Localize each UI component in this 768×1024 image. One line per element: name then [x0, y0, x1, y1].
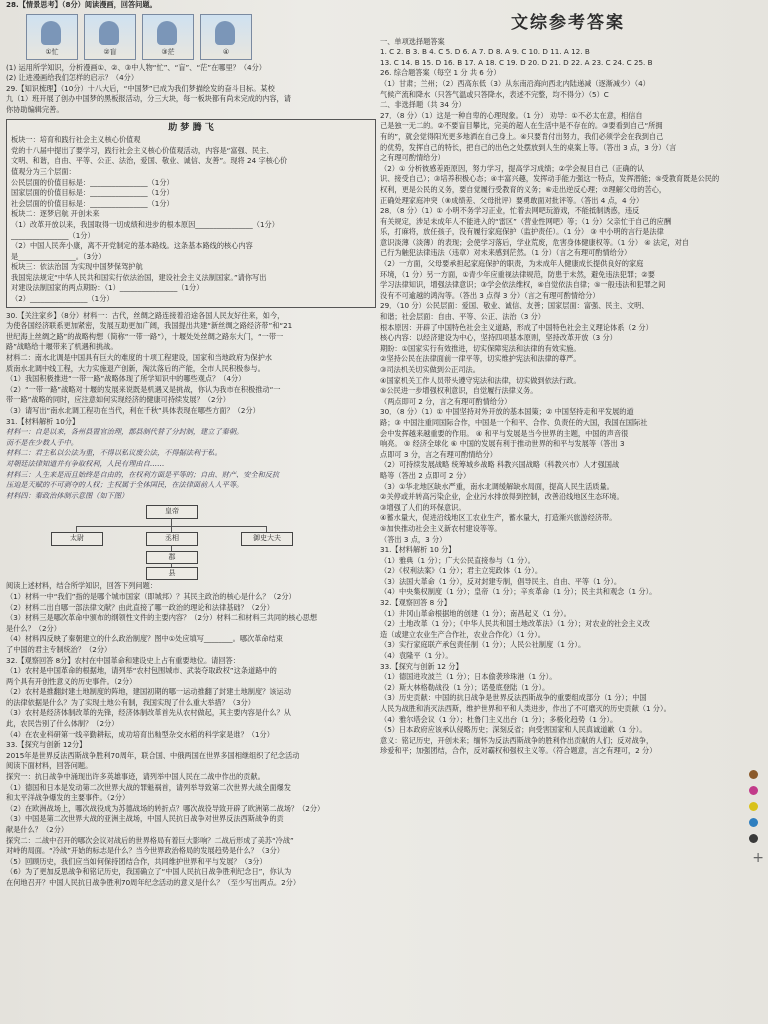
lines-c — [6, 581, 376, 888]
answer-line: 29．（10 分）公民层面：爱国、敬业、诚信、友善；国家层面：富强、民主、文明、 — [380, 301, 649, 311]
answer-line: 己是独一无二的。②不要盲目攀比，完美的超人在生活中是不存在的。③要看到自己“所拥 — [380, 121, 663, 131]
answer-line: （3）实行家庭联产承包责任制（1 分）；人民公社制度（1 分）。 — [380, 640, 586, 650]
answer-line: （4）雅尔塔会议（1 分）；杜鲁门主义出台（1 分）；多极化趋势（1 分）。 — [380, 714, 618, 724]
answer-line: 路；③ 中国注重同国际合作，中国是一个和平、合作、负责任的大国，我国在国际社 — [380, 417, 648, 427]
answer-line: 有关规定，涉足未成年人不能进入的“雷区”（营业性网吧）等；（1 分）父亲忙于自己的应酬 — [380, 216, 672, 226]
answer-line: 己行为触犯法律违法（违章）对未来感到茫然。（1 分）（言之有理可酌情给分） — [380, 248, 632, 258]
answer-line: ②坚持公民在法律面前一律平等，切实维护宪法和法律的尊严。 — [380, 354, 581, 364]
lines-a — [6, 63, 376, 116]
answer-line: 正确处理家庭冲突（⑧成绩差、父母批评）要勇敢面对批评等。（答出 4 点，4 分） — [380, 195, 644, 205]
question-line: 材料三：人生来是而且始终是自由的，在权利方面是平等的；自由、财产、安全和反抗 — [6, 469, 280, 479]
answer-line: （1）井冈山革命根据地的创建（1 分）；南昌起义（1 分）。 — [380, 608, 571, 618]
answer-line: 31.【材料解析 10 分】 — [380, 545, 456, 555]
question-line: 29.【知识梳理】（10分）十八大后，“中国梦”已成为我们梦描绘发的奋斗目标。某校 — [6, 83, 275, 93]
answer-line: 会中发挥越来越重要的作用。 ④ 和平与发展是当今世界的主题，中国的声音很 — [380, 428, 629, 438]
answer-line: 28．（8 分）（1）① 小明不务学习正业，忙着去网吧玩游戏，不能抵制诱惑，违反 — [380, 206, 640, 216]
question-line: （1）农村是中国革命的根据地，请列举“农村包围城市、武装夺取政权”这条道路中的 — [6, 666, 277, 676]
question-line: （6）为了更加反思战争和铭记历史，我国确立了“中国人民抗日战争胜利纪念日”，你认为 — [6, 867, 292, 877]
box-line: 国家层面的价值目标是：________________（1分） — [11, 188, 174, 198]
box-line: 公民层面的价值目标是：________________（1分） — [11, 177, 174, 187]
question-line: 此，农民告别了什么体制？（2分） — [6, 719, 119, 729]
cartoon-strip — [26, 14, 376, 60]
answer-line: 意义：铭记历史，开创未来；缅怀为反法西斯战争的胜利作出贡献的人们；反对战争， — [380, 735, 654, 745]
color-swatches — [749, 770, 758, 843]
answer-line: 环境，（1 分）另一方面，①青少年应重视法律规范，防患于未然，避免违法犯罪；②要 — [380, 269, 655, 279]
question-line: 是什么？（2分） — [6, 623, 61, 633]
question-line: 28.【情景思考】（8分）阅读漫画，回答问题。 — [6, 0, 157, 9]
question-line: （2）材料二出自哪一部法律文献？由此直接了哪一政治的理论和法律基础？（2分） — [6, 602, 274, 612]
answer-line: 气候产流和降水（只答气温或只答降水，表述不完整，均不得分）（5）C — [380, 89, 609, 99]
answer-line: 根本原因：开辟了中国特色社会主义道路，形成了中国特色社会主义理论体系（2 分） — [380, 322, 653, 332]
question-line: 九（1）班开展了创办中国梦的黑板报活动，分三大块，每一板块都有尚未完成的内容，请 — [6, 94, 291, 104]
question-line: 33.【探究与创新 12分】 — [6, 740, 87, 750]
question-line: （2）“一带一路”战略对十堰的发展来说既是机遇又是挑战，你认为我市在积极推动“一 — [6, 384, 281, 394]
question-line: 阅读上述材料，结合所学知识，回答下列问题： — [6, 581, 157, 591]
question-line: （3）农村是经济体制改革的先锋，经济体制改革首先从农村做起，其主要内容是什么？从 — [6, 708, 291, 718]
answer-line: 1. C 2. B 3. B 4. C 5. D 6. A 7. D 8. A 9. C 10. D 11. A 12. B — [380, 47, 590, 57]
answer-line: 26. 综合题答案（每空 1 分 共 6 分） — [380, 68, 501, 78]
question-line: （4）在农业科研第一线辛勤耕耘，成功培育出籼型杂交水稻的科学家是谁？（1分） — [6, 729, 274, 739]
box-line: 我国宪法规定“中华人民共和国实行依法治国，建设社会主义法制国家。”请你写出 — [11, 272, 267, 282]
question-line: 两个具有开创性意义的历史事件。（2分） — [6, 676, 137, 686]
answer-line: （答出 3 点，3 分） — [380, 534, 447, 544]
question-line: 为使各国经济联系更加紧密，发展互助更加广阔，我国提出共建“新丝绸之路经济带”和“21 — [6, 321, 293, 331]
blackboard-box — [6, 119, 376, 308]
question-line: 了中国的君主专制统治？（2分） — [6, 644, 112, 654]
answer-line: 30．（8 分）（1）① 中国坚持对外开放的基本国策；② 中国坚持走和平发展的道 — [380, 407, 634, 417]
answer-line: 识、接受自己）；③培养积极心态；④丰富兴趣，发挥动手能力强这一特点，发挥潜能；⑤受教育既是公民的 — [380, 174, 720, 184]
answer-line: 意识淡薄（淡薄）的表现；会使学习落后，学业荒废，危害身体健康权等。（1 分） ④ 法定，对自 — [380, 237, 689, 247]
question-line: （3）材料三是哪次革命中颁布的纲领性文件的主要内容？（2分）材料二和材料三共同的核心思想 — [6, 613, 318, 623]
box-line: 对建设法制国家的两点期盼：（1）________________（1分） — [11, 283, 204, 293]
color-swatch — [749, 834, 758, 843]
answer-line: ⑤加快推动社会主义新农村建设等等。 — [380, 523, 502, 533]
lines-b — [6, 311, 376, 502]
answer-line: （3）法国大革命（1 分），反对封建专制，倡导民主、自由、平等（1 分）。 — [380, 576, 622, 586]
diagram-node: 丞相 — [146, 532, 198, 546]
answer-line: 人民为战胜和消灭法西斯，维护世界和平和人类进步，作出了不可磨灭的历史贡献（1 分）。 — [380, 704, 671, 713]
question-line: （2）农村是推翻封建土地制度的阵地，建国初期的哪一运动推翻了封建土地制度？该运动 — [6, 687, 291, 697]
diagram-node: 郡 — [146, 551, 198, 564]
diagram-node: 太尉 — [51, 532, 103, 546]
answer-line: （2）土地改革（1 分）；《中华人民共和国土地改革法》（1 分）；对农业的社会主义改 — [380, 619, 650, 629]
answer-line: ④蓄水量大，促进沿线地区工农业生产，蓄水量大，打造渐兴旅游经济带。 — [380, 513, 617, 523]
answer-line: （两点即可 2 分，言之有理可酌情给分） — [380, 396, 512, 406]
question-line: 压迫是天赋的不可剥夺的人权；主权属于全体国民，在法律面前人人平等。 — [6, 480, 244, 490]
answer-line: 学习法律知识，增强法律意识；③学会依法维权，④自觉依法自律；⑤一般违法和犯罪之间 — [380, 280, 666, 290]
answer-line: （1）雅典（1 分）；广大公民直接参与（1 分）。 — [380, 555, 535, 565]
answer-line: 期盼：①国家实行有效推进，切实保障宪法和法律的有效实施。 — [380, 343, 581, 353]
question-line: 材料一：自是以来，各州县置官治理，郡县制代替了分封制，建立了秦朝。 — [6, 427, 244, 437]
question-line: (1) 运用所学知识，分析漫画①、②、③中人物“忙”、“盲”、“茫”在哪里？（4分） — [6, 62, 266, 72]
question-line: 和太平洋战争爆发的主要事件。（2分） — [6, 793, 130, 803]
question-line: 阅读下面材料，回答问题。 — [6, 761, 93, 771]
question-line: 世纪海上丝绸之路”的战略构想（简称“一带一路”），十堰处处丝绸之路东大门，“一带一 — [6, 331, 284, 341]
question-line: 对峙的局面。“冷战”开始的标志是什么？当今世界政治格局的发展趋势是什么？（3分） — [6, 846, 284, 856]
cartoon-label: ②盲 — [103, 48, 117, 56]
cartoon-label: ③茫 — [161, 48, 175, 56]
answer-line: （4）袁隆平（1 分）。 — [380, 651, 453, 661]
answer-line: （2）① 分析彼感差距原因，努力学习，提高学习成绩；②学会视目自己（正确的认 — [380, 163, 645, 173]
cartoon-panel — [142, 14, 194, 60]
answer-line: 乐，打麻将，放任孩子，没有履行家庭保护（监护责任）。（1 分） ③ 中小明的言行是法律 — [380, 227, 664, 237]
answer-line: （1）德国进攻波兰（1 分）；日本偷袭珍珠港（1 分）。 — [380, 672, 557, 682]
answer-line: （3）①华北地区缺水严重，南水北调缓解缺水局面，提高人民生活质量。 — [380, 481, 614, 491]
box-line: 党的十八届中提出了要学习，践行社会主义核心价值观活动，内容是“富强、民主、 — [11, 145, 274, 155]
cartoon-label: ④ — [222, 48, 230, 56]
cartoon-panel — [84, 14, 136, 60]
question-line: 带一路”战略的同时，应注意如何实现经济的健康可持续发展？（2分） — [6, 395, 230, 405]
box-line: 社会层面的价值目标是：________________（1分） — [11, 198, 174, 208]
answer-line: （4）中央集权制度（1 分）；皇帝（1 分）；辛亥革命（1 分）；民主共和观念（1 分）。 — [380, 587, 657, 597]
color-swatch — [749, 802, 758, 811]
answer-lines — [380, 37, 756, 757]
color-swatch — [749, 786, 758, 795]
question-line: 材料二：南水北调是中国具有巨大的难度的十项工程建设，国家和当地政府为保护水 — [6, 353, 272, 363]
question-line: (2) 让进漫画给我们怎样的启示？（4分） — [6, 73, 139, 83]
question-line: （1）材料一中“我们”指的是哪个城市国家（即城邦）？其民主政治的核心是什么？（2分） — [6, 591, 296, 601]
box-line: 是________________。（3分） — [11, 251, 106, 261]
color-swatch — [749, 818, 758, 827]
answer-line: 27．（8 分）（1）这是一种自卑的心理现象。（1 分） 劝导：①不必太在意，相信自 — [380, 110, 643, 120]
answer-line: 一、单项选择题答案 — [380, 36, 445, 46]
question-line: （4）材料四反映了秦朝建立的什么政治制度？图中①处应填写________。哪次革命结束 — [6, 634, 283, 644]
color-swatch — [749, 770, 758, 779]
cartoon-label: ①忙 — [45, 48, 59, 56]
question-line: （5）回顾历史，我们应当如何保持团结合作，共同维护世界和平与发展？（3分） — [6, 856, 267, 866]
qin-politics-diagram — [6, 503, 376, 579]
box-line: （2）________________（1分） — [11, 294, 114, 304]
question-line: 质南水北调中线工程，大力实施退产创新，淘汰落后的产能，全市人民积极参与。 — [6, 363, 265, 373]
answer-line: 权利，更是公民的义务，要自觉履行受教育的义务；⑥走出逆反心理；⑦理解父母的苦心， — [380, 184, 667, 194]
question-line: 你协助编辑完善。 — [6, 104, 64, 114]
answer-line: （2）《权利法案》（1 分）；君主立宪政体（1 分）。 — [380, 566, 543, 576]
question-line: 的法律依据是什么？为了实现土地公有制，我国实现了什么重大举措？（3分） — [6, 697, 255, 707]
box-line: 板块一：培育和践行社会主义核心价值观 — [11, 135, 141, 145]
answer-column — [380, 0, 756, 757]
answer-line: ③增强了人们的环保意识。 — [380, 502, 466, 512]
answer-line: （3）历史贡献：中国的抗日战争是世界反法西斯战争的重要组成部分（1 分）；中国 — [380, 693, 647, 703]
diagram-node: 御史大夫 — [241, 532, 293, 546]
question-line: （3）请写出“南水北调工程功在当代，利在千秋”具体表现在哪些方面？（2分） — [6, 406, 260, 415]
page-title: 文综参考答案 — [511, 13, 625, 33]
question-line: 而不是在少数人手中。 — [6, 437, 78, 447]
box-line: （1）改革开放以来，我国取得一切成绩和进步的根本原因________________（1分） — [11, 219, 279, 229]
answer-line: ②关停或并转高污染企业，企业污水排放得到控制，改善沿线地区生态环境。 — [380, 492, 624, 502]
question-line: 路”战略给十堰带来了机遇和挑战。 — [6, 342, 118, 352]
cartoon-panel — [200, 14, 252, 60]
question-line: 2015年是世界反法西斯战争胜利70周年，联合国、中俄两国在世界多国相继组织了纪念活动 — [6, 750, 300, 760]
answer-line: 32.【观察回答 8 分】 — [380, 598, 451, 608]
answer-line: 之有理可酌情给分） — [380, 153, 445, 163]
answer-line: 略等（答出 2 点即可 2 分） — [380, 470, 471, 480]
question-column — [6, 0, 376, 889]
answer-line: 珍爱和平；加强团结，合作，反对霸权和强权主义等。（符合题意，言之有理可，2 分） — [380, 746, 657, 756]
answer-line: 的优势，发挥自己的特长，把自己的出色之处摆放到人生的桌案上等。（答出 3 点，3 分）（言 — [380, 142, 677, 152]
question-line: （2）在欧洲战场上，哪次战役成为苏德战场的转折点？哪次战役导致开辟了欧洲第二战场？（2分） — [6, 803, 325, 813]
diagram-node: 县 — [146, 567, 198, 580]
answer-line: （5）日本政府应该承认侵略历史；深刻反省；向受害国家和人民真诚道歉（1 分）。 — [380, 725, 647, 735]
box-line: 板块三：依法治国 为实现中国梦保驾护航 — [11, 262, 143, 272]
answer-line: （2）斯大林格勒战役（1 分）；诺曼底登陆（1 分）。 — [380, 682, 550, 692]
question-line: 31.【材料解析 10分】 — [6, 416, 80, 426]
question-line: 材料二：君主私以公法为重，不得以私议废公法，不得据法利于私。 — [6, 448, 222, 458]
question-line: （1）我国积极推进“一带一路”战略体现了所学知识中的哪些观点？（4分） — [6, 374, 246, 384]
question-line: 32.【观察回答 8分】农村在中国革命和建设史上占有重要地位。请回答： — [6, 655, 240, 665]
diagram-node: 皇帝 — [146, 505, 198, 519]
answer-line: ⑤公民进一步增强权利意识，自觉履行法律义务。 — [380, 386, 538, 396]
question-line: 探究二：二战中召开的哪次会议对战后的世界格局有着巨大影响？二战后形成了美苏“冷战” — [6, 835, 294, 845]
question-line: 探究一：抗日战争中涌现出许多英雄事迹，请列举中国人民在二战中作出的贡献。 — [6, 772, 265, 782]
answer-line: 33.【探究与创新 12 分】 — [380, 661, 463, 671]
box-line: 文明、和谐，自由、平等、公正、法治，爱国、敬业、诚信、友善”。现将 24 字核心价 — [11, 156, 288, 166]
answer-line: 有的”，就会觉得阳光更多地洒在自己身上。④只要肯付出努力，我们必须学会在我到自己 — [380, 131, 664, 141]
box-line: （2）中国人民奔小康，离不开党制定的基本路线。这条基本路线的核心内容 — [11, 241, 253, 251]
question-line: （1）德国和日本是发动第二次世界大战的罪魁祸首，请列举导致第二次世界大战全面爆发 — [6, 782, 291, 792]
answer-line: （1）甘肃；兰州；（2）西高东低（3）从东南沿海向西北内陆递减（逐渐减少）（4） — [380, 78, 650, 88]
crosshair-mark: + — [752, 850, 764, 866]
box-line: 值观分为三个层面： — [11, 166, 76, 176]
answer-line: （2）一方面，父母要承担起家庭保护的职责，为未成年人健康成长提供良好的家庭 — [380, 259, 644, 269]
answer-line: 核心内容：以经济建设为中心，坚持四项基本原则，坚持改革开放（3 分） — [380, 333, 617, 343]
answer-line: 13. C 14. B 15. D 16. B 17. A 18. C 19. D 20. D 21. D 22. A 23. C 24. C 25. B — [380, 57, 653, 67]
cartoon-panel — [26, 14, 78, 60]
answer-line: ④国家机关工作人员带头遵守宪法和法律，切实做到依法行政。 — [380, 375, 581, 385]
answer-line: （2）可持续发展战略 统筹城乡战略 科教兴国战略（科教兴市）人才强国战 — [380, 460, 620, 470]
question-line: 材料四：秦政治体制示意图（如下图） — [6, 490, 129, 500]
question-line: 对朝廷法律知道并有争取权利，人民有理由自…… — [6, 458, 165, 468]
question-line: 在何地召开？中国人民抗日战争胜利70周年纪念活动的意义是什么？（至少写出两点。2分） — [6, 877, 301, 887]
answer-line: 响亮。 ⑤ 经济全球化 ⑥ 中国的发展有利于推动世界的和平与发展等（答出 3 — [380, 439, 625, 449]
question-line: 献是什么？（2分） — [6, 825, 69, 834]
box-line: ________________（1分） — [11, 230, 95, 240]
box-line: 板块二：逐梦启航 开创未来 — [11, 209, 100, 219]
answer-line: 二、非选择题（共 34 分） — [380, 100, 466, 110]
question-line: （3）中国是第二次世界大战的亚洲主战场，中国人民抗日战争对世界反法西斯战争的贡 — [6, 814, 284, 824]
answer-line: 和谐；社会层面：自由、平等、公正、法治（3 分） — [380, 312, 545, 322]
question-line: 30.【关注家乡】（8分）材料一：古代，丝绸之路连接着沿途各国人民友好往来，如今， — [6, 310, 285, 320]
answer-line: ③司法机关切实做到公正司法。 — [380, 365, 480, 374]
answer-line: 造（或建立农业生产合作社，农业合作化）（1 分）。 — [380, 629, 545, 639]
box-title: 助 梦 腾 飞 — [168, 122, 214, 133]
answer-line: 点即可 3 分，言之有理可酌情给分） — [380, 449, 497, 459]
answer-line: 没有不可逾越的鸿沟等。（答出 3 点得 3 分）（言之有理可酌情给分） — [380, 290, 600, 300]
